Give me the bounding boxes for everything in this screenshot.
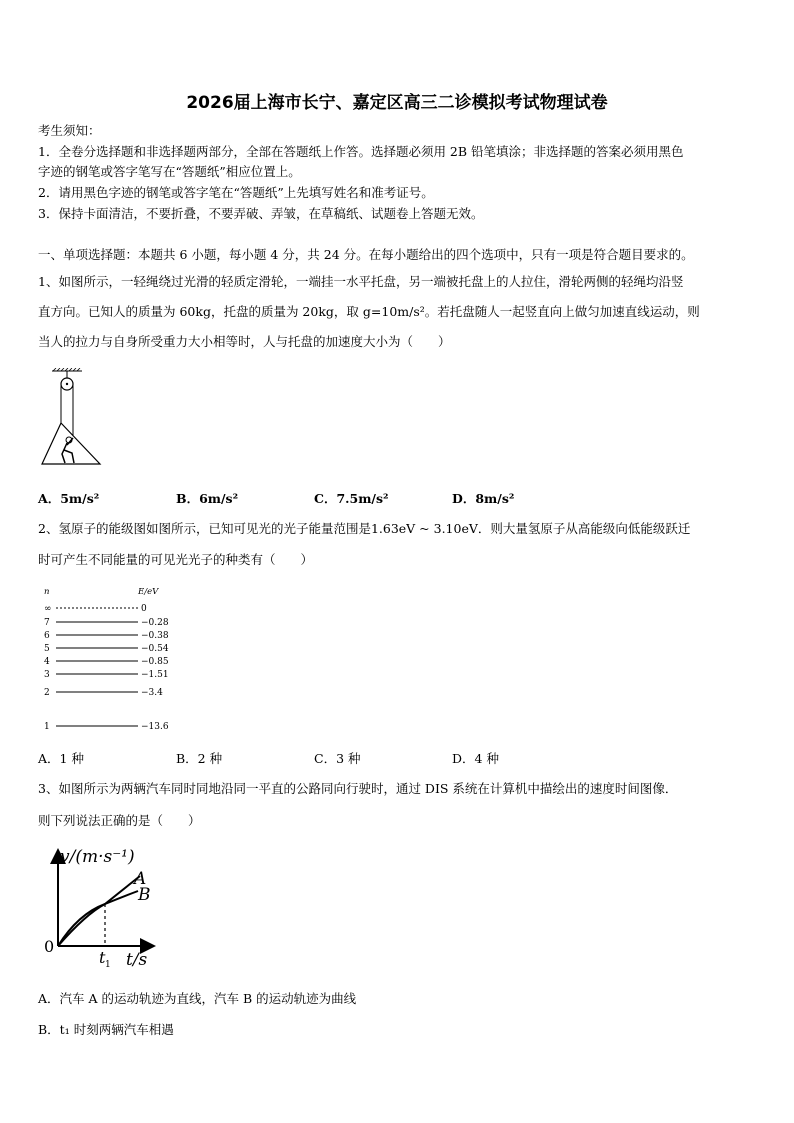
q1-option-d[interactable]: D．8m/s²	[452, 491, 515, 506]
q2-stem: 时可产生不同能量的可见光光子的种类有（ ）	[38, 552, 314, 567]
notice-line: 字迹的钢笔或答字笔写在“答题纸”相应位置上。	[38, 164, 301, 179]
page-title: 2026届上海市长宁、嘉定区高三二诊模拟考试物理试卷	[186, 93, 608, 113]
level-energy: −0.85	[141, 657, 169, 667]
notice-line: 3．保持卡面清洁，不要折叠，不要弄破、弄皱，在草稿纸、试题卷上答题无效。	[38, 206, 484, 221]
q1-stem: 直方向。已知人的质量为 60kg，托盘的质量为 20kg，取 g=10m/s²。若托盘随人一起竖直向上做匀加速直线运动，则	[38, 304, 700, 319]
q1-options	[0, 489, 794, 507]
t1-subscript: 1	[105, 960, 111, 970]
x-axis-label: t/s	[126, 950, 148, 970]
pulley-diagram	[38, 368, 108, 468]
notice-line: 2．请用黑色字迹的钢笔或答字笔在“答题纸”上先填写姓名和准考证号。	[38, 185, 434, 200]
q1-stem: 当人的拉力与自身所受重力大小相等时，人与托盘的加速度大小为（ ）	[38, 334, 451, 349]
level-number: 3	[44, 670, 50, 680]
energy-levels	[44, 604, 169, 732]
q1-option-b[interactable]: B．6m/s²	[176, 491, 239, 506]
n-axis-label: n	[44, 587, 50, 597]
level-number: 6	[44, 631, 50, 641]
y-axis-label: v/(m·s⁻¹)	[60, 847, 135, 867]
curve-a	[58, 876, 140, 946]
level-energy: −13.6	[141, 722, 169, 732]
q3-option-a[interactable]: A．汽车 A 的运动轨迹为直线，汽车 B 的运动轨迹为曲线	[38, 991, 357, 1006]
level-number: 7	[44, 618, 50, 628]
level-energy: −0.54	[141, 644, 169, 654]
level-number: 2	[44, 688, 50, 698]
curve-b	[58, 891, 138, 946]
level-energy: −3.4	[141, 688, 163, 698]
q3-stem: 则下列说法正确的是（ ）	[38, 813, 201, 828]
energy-axis-label: E/eV	[138, 587, 159, 597]
level-energy: −0.28	[141, 618, 169, 628]
level-number: 4	[44, 657, 50, 667]
q1-option-c[interactable]: C．7.5m/s²	[314, 491, 389, 506]
level-number: ∞	[44, 604, 52, 614]
curve-b-label: B	[138, 885, 151, 905]
curve-a-label: A	[134, 869, 147, 889]
q2-stem: 2、氢原子的能级图如图所示，已知可见光的光子能量范围是1.63eV ~ 3.10eV．则大量氢原子从高能级向低能级跃迁	[38, 521, 691, 536]
q2-option-b[interactable]: B．2 种	[176, 751, 223, 766]
t1-label: t	[99, 948, 106, 967]
q2-option-a[interactable]: A．1 种	[38, 751, 84, 766]
q2-option-c[interactable]: C．3 种	[314, 751, 361, 766]
level-number: 5	[44, 644, 50, 654]
origin-label: 0	[44, 937, 55, 956]
level-energy: 0	[141, 604, 147, 614]
q3-stem: 3、如图所示为两辆汽车同时同地沿同一平直的公路同向行驶时，通过 DIS 系统在计算机中描绘出的速度时间图像．	[38, 781, 678, 796]
q2-option-d[interactable]: D．4 种	[452, 751, 499, 766]
energy-level-diagram	[38, 582, 188, 737]
velocity-time-graph	[38, 842, 178, 972]
level-number: 1	[44, 722, 50, 732]
q1-stem: 1、如图所示，一轻绳绕过光滑的轻质定滑轮，一端挂一水平托盘，另一端被托盘上的人拉住，滑轮两侧的轻绳均沿竖	[38, 274, 684, 289]
level-energy: −0.38	[141, 631, 169, 641]
q3-option-b[interactable]: B．t₁ 时刻两辆汽车相遇	[38, 1022, 174, 1037]
q1-option-a[interactable]: A．5m/s²	[38, 491, 100, 506]
q2-options	[0, 749, 794, 767]
notice-line: 1．全卷分选择题和非选择题两部分，全部在答题纸上作答。选择题必须用 2B 铅笔填涂；非选择题的答案必须用黑色	[38, 144, 684, 159]
notice-heading: 考生须知：	[38, 123, 101, 138]
section-heading: 一、单项选择题：本题共 6 小题，每小题 4 分，共 24 分。在每小题给出的四个选项中，只有一项是符合题目要求的。	[38, 247, 694, 262]
level-energy: −1.51	[141, 670, 169, 680]
